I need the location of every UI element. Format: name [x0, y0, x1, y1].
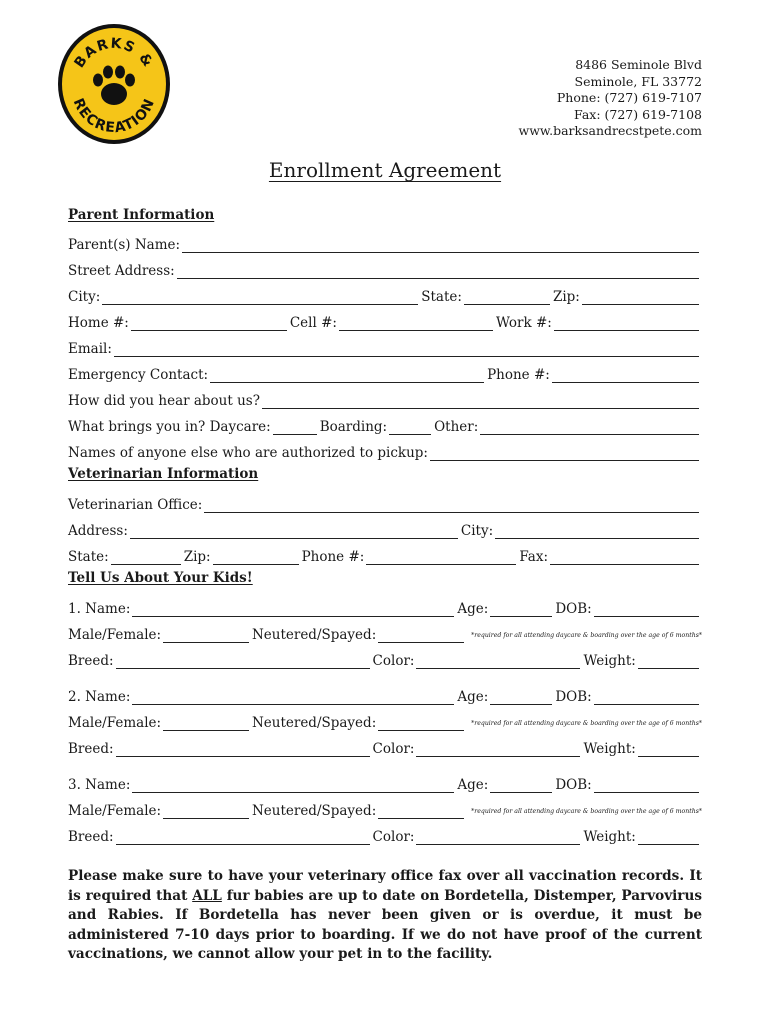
logo-text-top: BARKS & — [71, 35, 157, 71]
pet-3-weight-field[interactable] — [638, 829, 699, 845]
email-row — [68, 335, 702, 357]
emergency-phone-field[interactable] — [552, 367, 699, 383]
brings-row — [68, 413, 702, 435]
vet-phone-field[interactable] — [366, 549, 516, 565]
pet-3-neutered-label: Neutered/Spayed: — [251, 803, 377, 819]
pet-2-neutered-field[interactable] — [378, 715, 464, 731]
other-field[interactable] — [480, 419, 699, 435]
pet-2-neutered-label: Neutered/Spayed: — [251, 715, 377, 731]
pet-2-dob-label: DOB: — [555, 689, 592, 705]
boarding-label: Boarding: — [319, 419, 388, 435]
pet-2-color-label: Color: — [372, 741, 415, 757]
pet-3-age-field[interactable] — [490, 777, 552, 793]
work-label: Work #: — [495, 315, 552, 331]
pet-2-age-field[interactable] — [490, 689, 552, 705]
pet-1-name-field[interactable] — [132, 601, 454, 617]
state-label: State: — [421, 289, 462, 305]
phones-row — [68, 309, 702, 331]
pet-3-breed-label: Breed: — [68, 829, 114, 845]
pet-1-breed-label: Breed: — [68, 653, 114, 669]
pet-1-breed-field[interactable] — [116, 653, 370, 669]
vet-address-field[interactable] — [130, 523, 458, 539]
business-website: www.barksandrecstpete.com — [518, 123, 702, 138]
pickup-field[interactable] — [430, 445, 699, 461]
pet-1-name-label: 1. Name: — [68, 601, 131, 617]
parent-name-label: Parent(s) Name: — [68, 237, 181, 253]
vet-fax-field[interactable] — [550, 549, 699, 565]
vet-city-label: City: — [460, 523, 494, 539]
pickup-row — [68, 439, 702, 461]
pet-1-weight-field[interactable] — [638, 653, 699, 669]
pet-3-neutered-field[interactable] — [378, 803, 464, 819]
street-field[interactable] — [177, 263, 699, 279]
pet-2-sex-row — [68, 709, 702, 731]
parent-name-field[interactable] — [182, 237, 699, 253]
pet-1-sex-row — [68, 621, 702, 643]
barks-and-recreation-logo — [56, 22, 172, 146]
daycare-field[interactable] — [273, 419, 317, 435]
pet-3-dob-field[interactable] — [594, 777, 699, 793]
pet-1-color-field[interactable] — [416, 653, 580, 669]
vet-office-row — [68, 491, 702, 513]
pet-2-breed-field[interactable] — [116, 741, 370, 757]
home-field[interactable] — [131, 315, 287, 331]
pet-2-sex-field[interactable] — [163, 715, 249, 731]
business-street: 8486 Seminole Blvd — [575, 57, 702, 72]
pet-1-age-label: Age: — [457, 601, 489, 617]
pet-1-breed-row — [68, 647, 702, 669]
vet-address-row — [68, 517, 702, 539]
parent-info-heading: Parent Information — [68, 207, 215, 223]
parent-name-row — [68, 231, 702, 253]
pet-3-color-field[interactable] — [416, 829, 580, 845]
pet-1-sex-label: Male/Female: — [68, 627, 162, 643]
pet-2-weight-field[interactable] — [638, 741, 699, 757]
pet-1-weight-label: Weight: — [583, 653, 636, 669]
business-phone: Phone: (727) 619-7107 — [556, 90, 702, 105]
pet-3-name-field[interactable] — [132, 777, 454, 793]
pet-2-weight-label: Weight: — [583, 741, 636, 757]
pet-1-neutered-label: Neutered/Spayed: — [251, 627, 377, 643]
pet-2-breed-label: Breed: — [68, 741, 114, 757]
pet-1-neutered-field[interactable] — [378, 627, 464, 643]
pet-3-sex-label: Male/Female: — [68, 803, 162, 819]
pet-1-sex-field[interactable] — [163, 627, 249, 643]
pet-3-weight-label: Weight: — [583, 829, 636, 845]
street-label: Street Address: — [68, 263, 175, 279]
business-address — [519, 57, 703, 140]
vet-state-label: State: — [68, 549, 109, 565]
emergency-field[interactable] — [210, 367, 484, 383]
city-label: City: — [68, 289, 101, 305]
vet-address-label: Address: — [68, 523, 128, 539]
pet-3-sex-row — [68, 797, 702, 819]
city-field[interactable] — [102, 289, 418, 305]
pet-1-name-row — [68, 595, 702, 617]
vet-contact-row — [68, 543, 702, 565]
pet-2-dob-field[interactable] — [594, 689, 699, 705]
pet-2-age-label: Age: — [457, 689, 489, 705]
pet-3-color-label: Color: — [372, 829, 415, 845]
pet-2-name-row — [68, 683, 702, 705]
pet-2-sex-label: Male/Female: — [68, 715, 162, 731]
pet-2-breed-row — [68, 735, 702, 757]
pet-1-dob-label: DOB: — [555, 601, 592, 617]
work-field[interactable] — [554, 315, 699, 331]
street-row — [68, 257, 702, 279]
vet-zip-label: Zip: — [183, 549, 211, 565]
emergency-label: Emergency Contact: — [68, 367, 209, 383]
vaccination-notice: Please make sure to have your veterinary office fax over all vaccination records. It is required that ALL fur babies are up to date on Bordetella, Distemper, Parvovirus and Rabies. If Bordetella has never been given or is overdue, it must be administered 7-10 days prior to boarding. If we do not have proof of the current vaccinations, we cannot allow your pet in to the facility. — [68, 868, 702, 962]
vet-city-field[interactable] — [495, 523, 699, 539]
cell-label: Cell #: — [289, 315, 337, 331]
logo-text-bottom: RECREATION — [69, 95, 159, 137]
pet-3-breed-row — [68, 823, 702, 845]
document-title: Enrollment Agreement — [268, 158, 502, 182]
city-row — [68, 283, 702, 305]
emergency-row — [68, 361, 702, 383]
business-fax: Fax: (727) 619-7108 — [574, 106, 702, 122]
pet-1-age-requirement-note: *required for all attending daycare & boarding over the age of 6 months* — [471, 632, 702, 639]
pet-2-color-field[interactable] — [416, 741, 580, 757]
pet-3-age-label: Age: — [457, 777, 489, 793]
email-label: Email: — [68, 341, 112, 357]
heard-field[interactable] — [262, 393, 699, 409]
vet-info-heading: Veterinarian Information — [68, 466, 259, 482]
vet-office-label: Veterinarian Office: — [68, 497, 203, 513]
vet-fax-label: Fax: — [519, 549, 548, 565]
vet-state-field[interactable] — [111, 549, 181, 565]
heard-row — [68, 387, 702, 409]
vet-phone-label: Phone #: — [301, 549, 365, 565]
daycare-label: What brings you in? Daycare: — [68, 419, 271, 435]
pet-3-name-row — [68, 771, 702, 793]
pet-3-age-requirement-note: *required for all attending daycare & boarding over the age of 6 months* — [471, 808, 702, 815]
pickup-label: Names of anyone else who are authorized to pickup: — [68, 445, 428, 461]
pet-3-breed-field[interactable] — [116, 829, 370, 845]
email-field[interactable] — [114, 341, 699, 357]
kids-heading: Tell Us About Your Kids! — [68, 570, 253, 586]
heard-label: How did you hear about us? — [68, 393, 260, 409]
pet-1-color-label: Color: — [372, 653, 415, 669]
emergency-phone-label: Phone #: — [487, 367, 550, 383]
cell-field[interactable] — [339, 315, 493, 331]
other-label: Other: — [434, 419, 479, 435]
vet-office-field[interactable] — [204, 497, 699, 513]
pet-2-name-field[interactable] — [132, 689, 454, 705]
state-field[interactable] — [464, 289, 550, 305]
pet-3-sex-field[interactable] — [163, 803, 249, 819]
zip-field[interactable] — [582, 289, 699, 305]
pet-1-age-field[interactable] — [490, 601, 552, 617]
zip-label: Zip: — [552, 289, 580, 305]
pet-1-dob-field[interactable] — [594, 601, 699, 617]
pet-3-name-label: 3. Name: — [68, 777, 131, 793]
all-emphasis: ALL — [192, 887, 222, 904]
pet-2-age-requirement-note: *required for all attending daycare & boarding over the age of 6 months* — [471, 720, 702, 727]
business-city: Seminole, FL 33772 — [574, 73, 702, 89]
vet-zip-field[interactable] — [213, 549, 299, 565]
boarding-field[interactable] — [389, 419, 431, 435]
pet-2-name-label: 2. Name: — [68, 689, 131, 705]
pet-3-dob-label: DOB: — [555, 777, 592, 793]
home-label: Home #: — [68, 315, 129, 331]
